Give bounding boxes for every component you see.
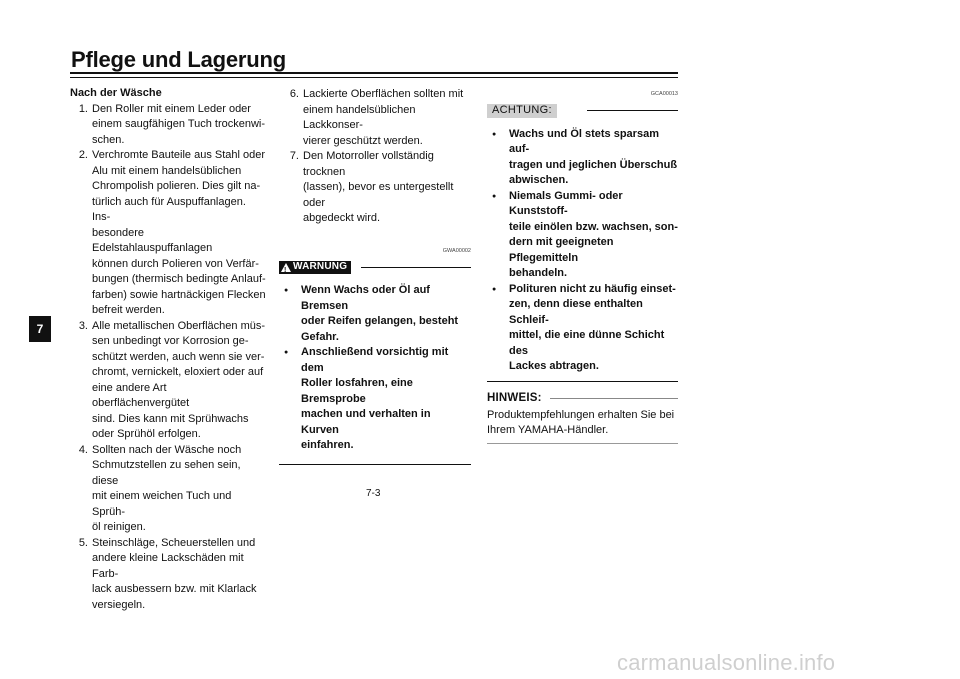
text-line: chromt, vernickelt, eloxiert oder auf: [92, 366, 264, 378]
text-line: oder Sprühöl erfolgen.: [92, 428, 201, 440]
caution-rule: [587, 110, 678, 111]
list-item: [70, 319, 266, 443]
bullet-text: [301, 283, 471, 345]
chapter-tab: 7: [29, 316, 51, 342]
text-line: abwischen.: [509, 174, 569, 186]
column-2: [279, 87, 471, 465]
item-number: 4.: [78, 443, 88, 456]
bullet-item: [487, 189, 678, 282]
text-line: Wenn Wachs oder Öl auf Bremsen: [301, 284, 430, 312]
text-line: Wachs und Öl stets sparsam auf-: [509, 127, 659, 155]
bullet-text: [509, 189, 678, 282]
text-line: eine andere Art oberflächenvergütet: [92, 381, 190, 409]
item-number: 1.: [78, 102, 88, 115]
text-line: Anschließend vorsichtig mit dem: [301, 346, 449, 374]
item-text: [303, 149, 471, 227]
note-rule: [550, 398, 678, 399]
text-line: einfahren.: [301, 439, 354, 451]
text-line: Schmutzstellen zu sehen sein, diese: [92, 459, 241, 487]
text-line: Niemals Gummi- oder Kunststoff-: [509, 189, 623, 217]
title-rule-thin: [70, 77, 678, 78]
warning-code: GWA00002: [442, 247, 471, 254]
text-line: machen und verhalten in Kurven: [301, 408, 431, 436]
washing-steps-list-continued: [279, 87, 471, 227]
item-number: 7.: [289, 150, 299, 162]
text-line: zen, denn diese enthalten Schleif-: [509, 298, 643, 326]
text-line: Steinschläge, Scheuerstellen und: [92, 536, 256, 549]
text-line: versiegeln.: [92, 598, 146, 611]
list-item: [70, 102, 266, 149]
item-text: [303, 87, 471, 149]
warning-label: WARNUNG: [293, 261, 348, 273]
title-rule: [70, 72, 678, 74]
text-line: Den Motorroller vollständig trocknen: [303, 150, 434, 178]
text-line: schützt werden, auch wenn sie ver-: [92, 350, 265, 363]
text-line: Gefahr.: [301, 330, 339, 343]
list-item: [70, 536, 266, 614]
list-item: [70, 443, 266, 536]
text-line: lack ausbessern bzw. mit Klarlack: [92, 583, 257, 595]
item-number: 3.: [78, 319, 88, 332]
bullet-item: [279, 283, 471, 345]
text-line: mit einem weichen Tuch und Sprüh-: [92, 490, 232, 518]
text-line: besondere Edelstahlauspuffanlagen: [92, 226, 213, 254]
caution-bullets: [487, 127, 678, 375]
caution-code: GCA00013: [650, 91, 678, 97]
warning-bullets: [279, 283, 471, 454]
column-3: [487, 87, 678, 444]
text-line: Lackierte Oberflächen sollten mit: [303, 88, 464, 100]
text-line: Verchromte Bauteile aus Stahl oder: [92, 149, 266, 161]
item-number: 6.: [289, 88, 299, 100]
bullet-item: [487, 127, 678, 189]
text-line: andere kleine Lackschäden mit Farb-: [92, 552, 244, 580]
watermark: carmanualsonline.info: [617, 650, 836, 675]
section-heading: Nach der Wäsche: [70, 87, 162, 99]
text-line: mittel, die eine dünne Schicht des: [509, 329, 665, 357]
text-line: teile einölen bzw. wachsen, son-: [509, 220, 678, 233]
washing-steps-list: [70, 102, 266, 614]
text-line: sind. Dies kann mit Sprühwachs: [92, 412, 249, 425]
text-line: vierer geschützt werden.: [303, 134, 423, 147]
text-line: (lassen), bevor es untergestellt oder: [303, 181, 454, 209]
column-1: [70, 86, 266, 613]
text-line: Ihrem YAMAHA-Händler.: [487, 424, 609, 436]
warning-end-rule: [279, 464, 471, 465]
text-line: Chrompolish polieren. Dies gilt na-: [92, 180, 261, 192]
text-line: Roller losfahren, eine Bremsprobe: [301, 377, 413, 405]
note-text: [487, 408, 678, 439]
text-line: öl reinigen.: [92, 521, 146, 533]
text-line: befreit werden.: [92, 304, 165, 316]
bullet-item: [487, 282, 678, 375]
caution-badge: ACHTUNG:: [487, 104, 557, 118]
item-text: [92, 148, 266, 319]
text-line: Alu mit einem handelsüblichen: [92, 164, 242, 177]
bullet-icon: ●: [492, 130, 497, 138]
bullet-text: [509, 127, 678, 189]
item-text: [92, 536, 266, 614]
bullet-icon: ●: [492, 192, 497, 200]
text-line: Den Roller mit einem Leder oder: [92, 102, 251, 115]
text-line: einem handelsüblichen Lackkonser-: [303, 103, 416, 131]
item-number: 5.: [78, 536, 88, 549]
text-line: Alle metallischen Oberflächen müs-: [92, 319, 266, 332]
warning-rule: [361, 267, 471, 268]
item-text: [92, 443, 266, 536]
warning-triangle-icon: [281, 263, 291, 272]
text-line: abgedeckt wird.: [303, 212, 381, 224]
item-text: [92, 102, 266, 149]
text-line: einem saugfähigen Tuch trockenwi-: [92, 118, 266, 130]
text-line: oder Reifen gelangen, besteht: [301, 315, 459, 327]
list-item: [279, 87, 471, 149]
list-item: [279, 149, 471, 227]
text-line: farben) sowie hartnäckigen Flecken: [92, 288, 266, 301]
text-line: behandeln.: [509, 267, 568, 279]
page-number: 7-3: [366, 488, 381, 499]
item-text: [92, 319, 266, 443]
text-line: dern mit geeigneten Pflegemitteln: [509, 236, 614, 264]
bullet-icon: ●: [284, 287, 289, 294]
text-line: können durch Polieren von Verfär-: [92, 257, 259, 270]
caution-end-rule: [487, 381, 678, 382]
note-end-rule: [487, 443, 678, 444]
note-label: HINWEIS:: [487, 391, 542, 404]
bullet-item: [279, 345, 471, 454]
text-line: bungen (thermisch bedingte Anlauf-: [92, 273, 266, 285]
bullet-icon: ●: [492, 285, 497, 293]
item-number: 2.: [78, 149, 88, 161]
note-banner: [487, 392, 678, 406]
text-line: Sollten nach der Wäsche noch: [92, 443, 242, 456]
bullet-text: [301, 345, 471, 454]
text-line: sen unbedingt vor Korrosion ge-: [92, 335, 249, 347]
list-item: [70, 148, 266, 319]
warning-banner: [279, 260, 471, 274]
warning-badge: [279, 261, 351, 274]
text-line: Lackes abtragen.: [509, 360, 599, 372]
bullet-icon: ●: [284, 349, 289, 356]
text-line: türlich auch für Auspuffanlagen. Ins-: [92, 195, 246, 223]
text-line: schen.: [92, 133, 125, 146]
text-line: tragen und jeglichen Überschuß: [509, 158, 678, 171]
page-title: Pflege und Lagerung: [71, 47, 286, 72]
bullet-text: [509, 282, 678, 375]
text-line: Polituren nicht zu häufig einset-: [509, 282, 676, 295]
caution-banner: [487, 104, 678, 118]
text-line: Produktempfehlungen erhalten Sie bei: [487, 408, 675, 421]
